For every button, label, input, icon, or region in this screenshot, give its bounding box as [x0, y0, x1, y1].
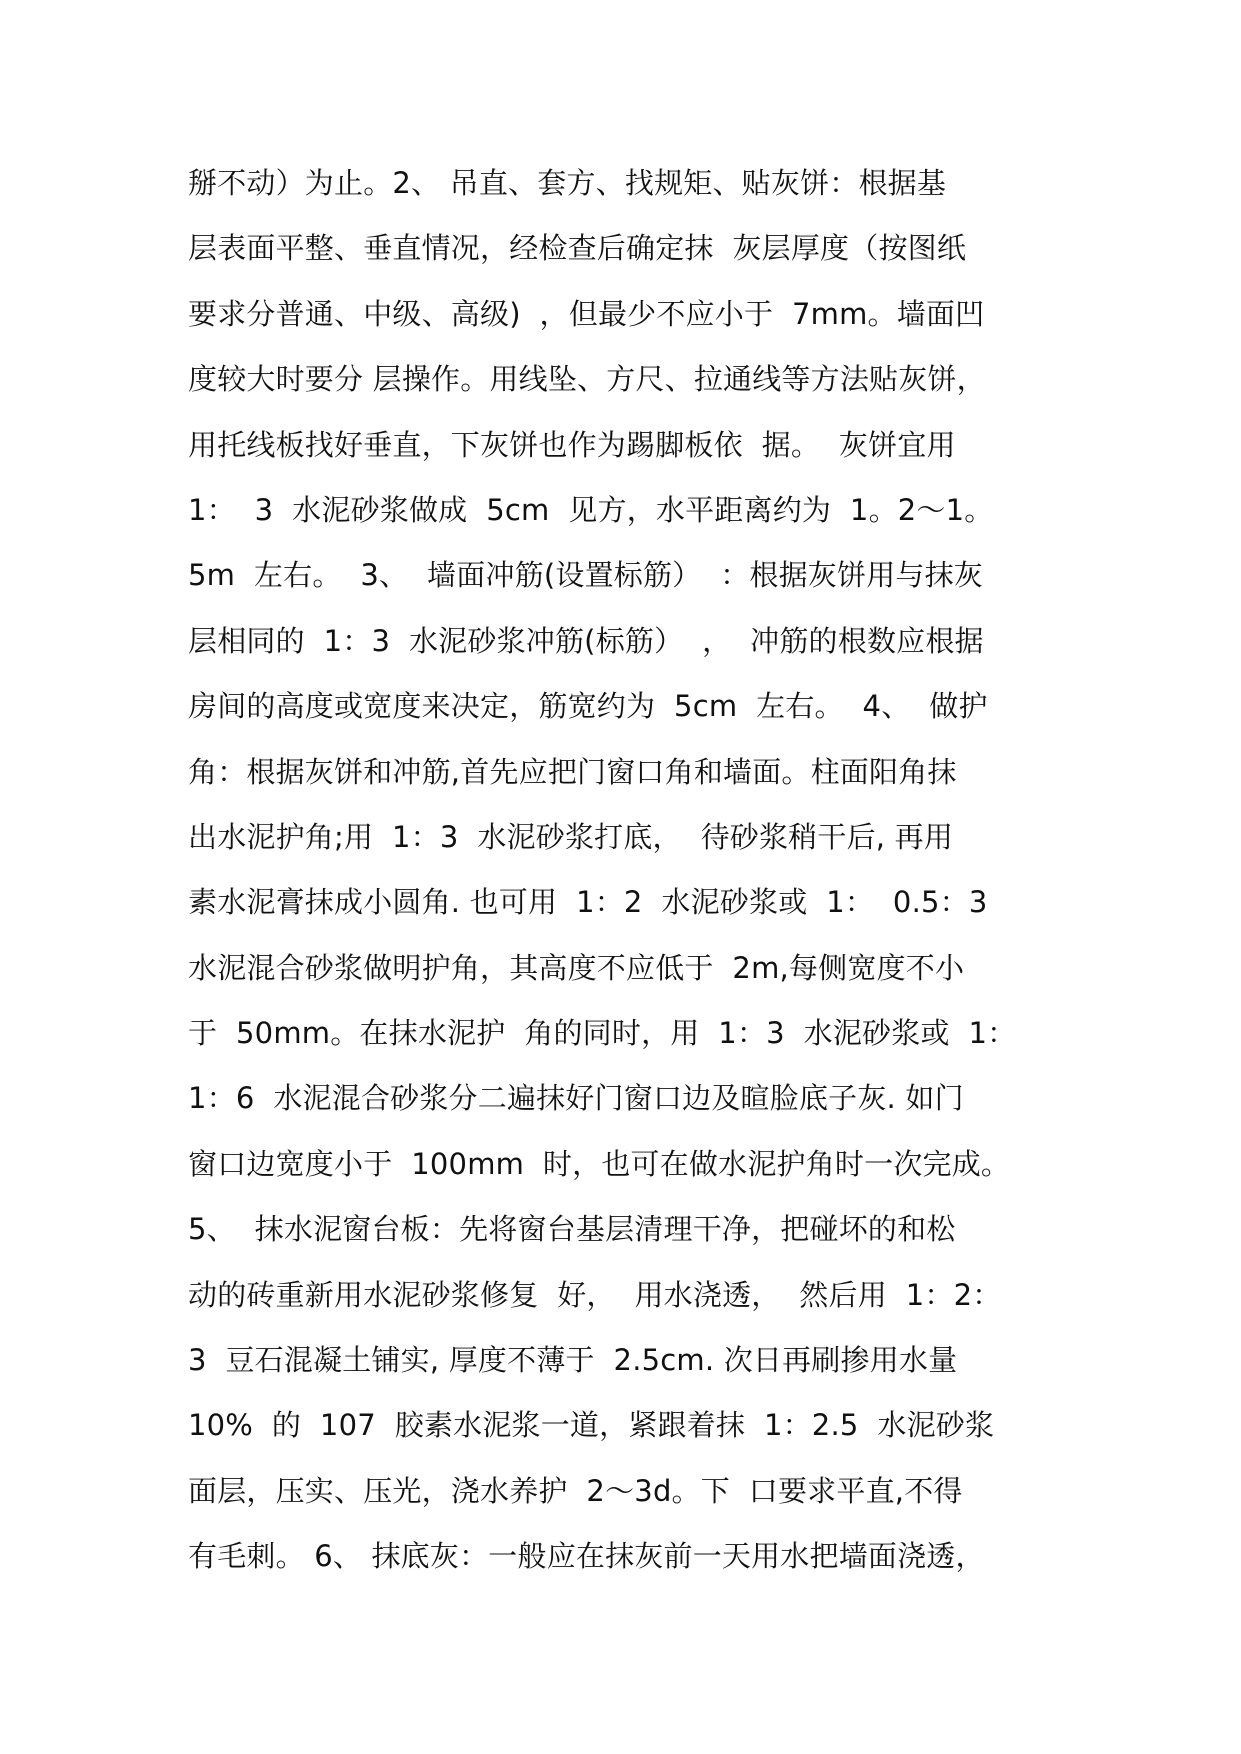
text-line: 度较大时要分 层操作。用线坠、方尺、拉通线等方法贴灰饼， — [188, 362, 986, 397]
text-line: 5m 左右。 3、 墙面冲筋(设置标筋） ：根据灰饼用与抹灰 — [188, 558, 984, 593]
text-line: 有毛刺。 6、 抹底灰：一般应在抹灰前一天用水把墙面浇透， — [188, 1539, 985, 1574]
text-line: 用托线板找好垂直，下灰饼也作为踢脚板依 据。 灰饼宜用 — [188, 427, 956, 462]
text-line: 面层，压实、压光，浇水养护 2～3d。下 口要求平直,不得 — [188, 1473, 963, 1508]
text-line: 1：6 水泥混合砂浆分二遍抹好门窗口边及暄脸底子灰. 如门 — [188, 1081, 964, 1116]
text-line: 5、 抹水泥窗台板：先将窗台基层清理干净，把碰坏的和松 — [188, 1212, 956, 1247]
text-line: 掰不动）为止。2、 吊直、套方、找规矩、贴灰饼：根据基 — [188, 166, 947, 200]
text-line: 层相同的 1：3 水泥砂浆冲筋(标筋） ， 冲筋的根数应根据 — [188, 623, 984, 658]
text-line: 房间的高度或宽度来决定，筋宽约为 5cm 左右。 4、 做护 — [188, 689, 988, 724]
text-line: 水泥混合砂浆做明护角，其高度不应低于 2m,每侧宽度不小 — [188, 950, 965, 985]
text-line: 于 50mm。在抹水泥护 角的同时，用 1：3 水泥砂浆或 1： — [188, 1016, 1017, 1051]
text-line: 出水泥护角;用 1：3 水泥砂浆打底， 待砂浆稍干后, 再用 — [188, 819, 954, 854]
text-line: 1： 3 水泥砂浆做成 5cm 见方，水平距离约为 1。2～1。 — [188, 492, 994, 527]
text-line: 窗口边宽度小于 100mm 时，也可在做水泥护角时一次完成。 — [188, 1146, 1011, 1181]
text-line: 10% 的 107 胶素水泥浆一道，紧跟着抹 1：2.5 水泥砂浆 — [188, 1408, 995, 1443]
text-line: 层表面平整、垂直情况，经检查后确定抹 灰层厚度（按图纸 — [188, 231, 967, 266]
text-line: 动的砖重新用水泥砂浆修复 好， 用水浇透， 然后用 1：2： — [188, 1277, 1002, 1312]
text-line: 3 豆石混凝土铺实, 厚度不薄于 2.5cm. 次日再刷掺用水量 — [188, 1343, 958, 1378]
text-line: 角：根据灰饼和冲筋,首先应把门窗口角和墙面。柱面阳角抹 — [188, 754, 957, 789]
text-line: 要求分普通、中级、高级) ，但最少不应小于 7mm。墙面凹 — [188, 296, 985, 331]
text-line: 素水泥膏抹成小圆角. 也可用 1：2 水泥砂浆或 1： 0.5：3 — [188, 885, 988, 920]
body-text — [188, 160, 1088, 1599]
